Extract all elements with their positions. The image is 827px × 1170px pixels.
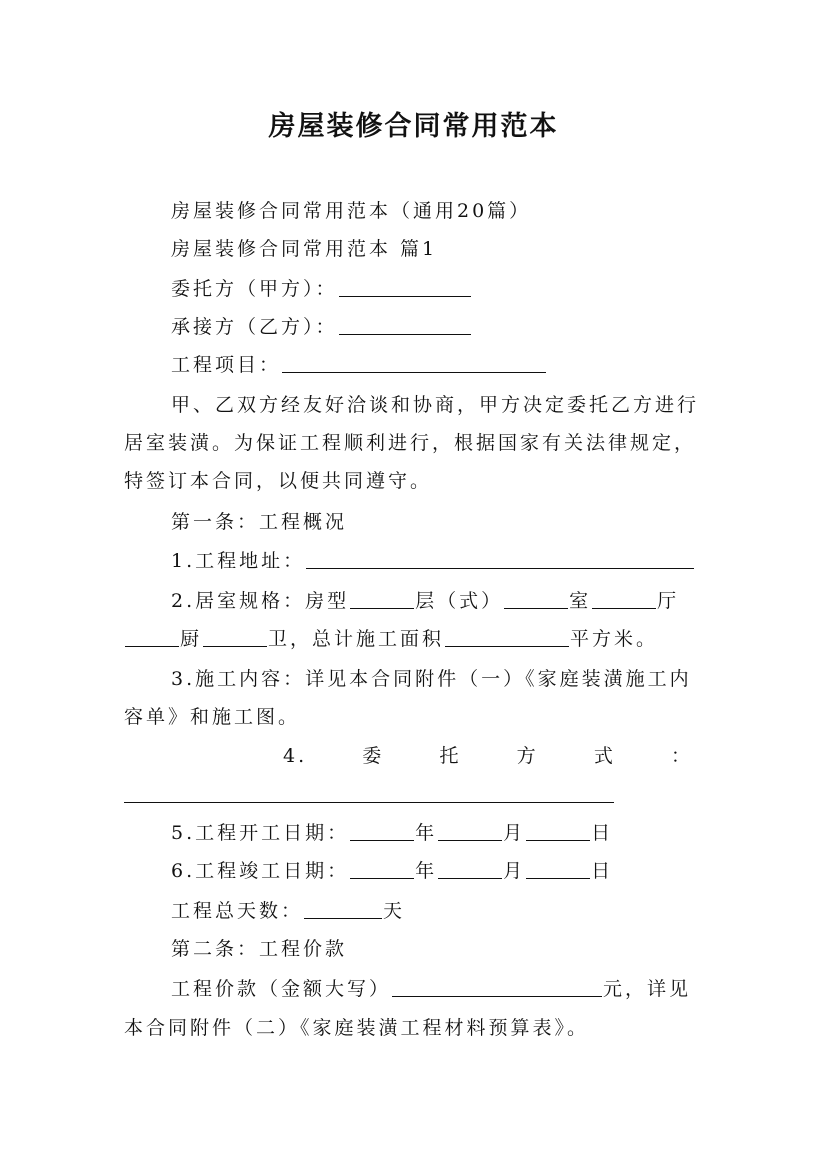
item-4-part: 式 — [593, 745, 616, 767]
subtitle: 房屋装修合同常用范本（通用20篇） — [171, 200, 532, 222]
party-a-blank — [339, 274, 471, 297]
item-5-line — [171, 814, 716, 852]
start-day-blank — [526, 818, 590, 841]
entrust-method-blank — [124, 802, 614, 803]
project-label: 工程项目： — [171, 354, 282, 376]
party-b-blank — [339, 312, 471, 335]
price-blank — [392, 974, 602, 997]
floor-blank — [504, 586, 568, 609]
item-5-label: 5.工程开工日期： — [171, 822, 350, 844]
area-blank — [445, 624, 569, 647]
intro-line-2: 居室装潢。为保证工程顺利进行，根据国家有关法律规定， — [124, 432, 697, 454]
article-1-heading: 第一条：工程概况 — [171, 511, 348, 533]
hall-blank — [125, 624, 179, 647]
item-2-room: 室 — [569, 590, 592, 612]
price-line-2: 本合同附件（二）《家庭装潢工程材料预算表》。 — [124, 1017, 590, 1039]
item-6-label: 6.工程竣工日期： — [171, 860, 350, 882]
start-month-blank — [438, 818, 502, 841]
layout-blank — [350, 586, 414, 609]
item-4-part: ： — [670, 745, 693, 767]
kitchen-blank — [203, 624, 267, 647]
item-3-line-1: 3.施工内容：详见本合同附件（一）《家庭装潢施工内 — [171, 668, 692, 690]
party-b-label: 承接方（乙方）： — [171, 316, 338, 338]
year-label: 年 — [415, 860, 438, 882]
item-2-bath: 卫，总计施工面积 — [268, 628, 445, 650]
item-6-line — [171, 852, 716, 890]
price-label: 工程价款（金额大写） — [171, 978, 392, 1000]
price-line-1 — [171, 970, 716, 1008]
item-2-kitchen: 厨 — [180, 628, 203, 650]
item-2-hall: 厅 — [657, 590, 680, 612]
end-month-blank — [438, 856, 502, 879]
item-1-line — [171, 542, 716, 580]
item-4-part: 托 — [439, 745, 462, 767]
party-a-line — [171, 270, 716, 308]
item-3-line-2: 容单》和施工图。 — [124, 706, 301, 728]
room-blank — [592, 586, 656, 609]
price-suffix: 元，详见 — [603, 978, 692, 1000]
total-days-blank — [304, 896, 382, 919]
month-label: 月 — [503, 860, 526, 882]
project-line — [171, 346, 716, 384]
total-days-label: 工程总天数： — [171, 900, 304, 922]
item-2-line — [171, 582, 716, 620]
item-1-label: 1.工程地址： — [171, 550, 306, 572]
item-4-part: 方 — [516, 745, 539, 767]
document-title: 房屋装修合同常用范本 — [268, 111, 559, 142]
month-label: 月 — [503, 822, 526, 844]
item-4-part: 4. — [283, 745, 308, 767]
party-a-label: 委托方（甲方）： — [171, 278, 338, 300]
item-2-prefix: 2.居室规格：房型 — [171, 590, 350, 612]
intro-line-1: 甲、乙双方经友好洽谈和协商，甲方决定委托乙方进行 — [171, 394, 700, 416]
section-heading: 房屋装修合同常用范本 篇1 — [171, 238, 438, 260]
item-4-line — [283, 737, 693, 775]
item-4-part: 委 — [362, 745, 385, 767]
project-blank — [282, 350, 546, 373]
article-2-heading: 第二条：工程价款 — [171, 938, 348, 960]
total-days-line — [171, 892, 716, 930]
day-label: 日 — [591, 822, 614, 844]
item-2-line-2 — [124, 620, 714, 658]
days-unit: 天 — [383, 900, 406, 922]
intro-line-3: 特签订本合同，以便共同遵守。 — [124, 470, 433, 492]
party-b-line — [171, 308, 716, 346]
item-2-floor: 层（式） — [415, 590, 504, 612]
address-blank — [306, 546, 694, 569]
end-day-blank — [526, 856, 590, 879]
item-2-unit: 平方米。 — [570, 628, 659, 650]
day-label: 日 — [591, 860, 614, 882]
end-year-blank — [350, 856, 414, 879]
year-label: 年 — [415, 822, 438, 844]
start-year-blank — [350, 818, 414, 841]
